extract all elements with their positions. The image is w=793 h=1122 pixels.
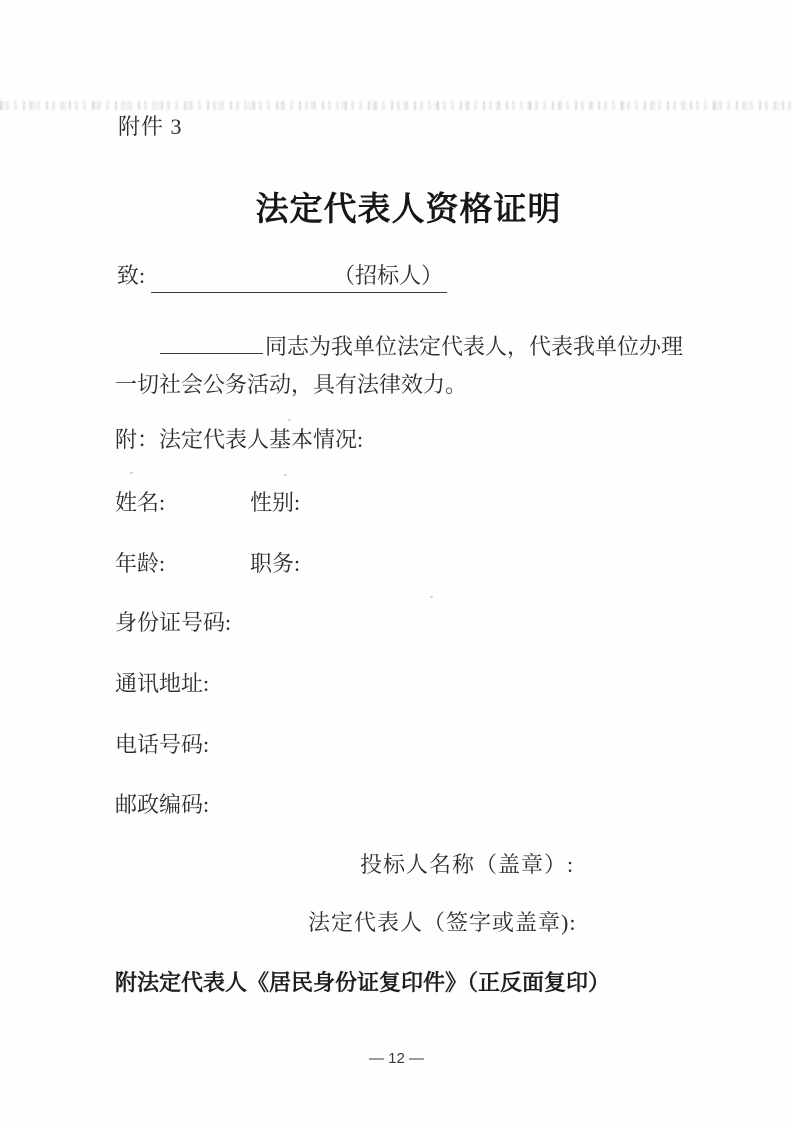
salutation-line [117,259,447,293]
attachment-label: 附件 3 [118,114,183,139]
field-label-position: 职务: [250,551,301,576]
document-title: 法定代表人资格证明 [255,192,562,228]
signature-bidder-label: 投标人名称（盖章）: [360,852,575,877]
scan-speck [284,474,287,476]
salutation-underline [151,259,447,293]
field-label-phone: 电话号码: [115,732,210,757]
field-label-id-number: 身份证号码: [115,610,232,635]
field-label-gender: 性别: [250,490,301,515]
name-blank [160,353,263,354]
footnote-id-copy-note: 附法定代表人《居民身份证复印件》（正反面复印） [115,970,611,995]
body-paragraph-line2: 一切社会公务活动，具有法律效力。 [115,372,468,397]
field-label-address: 通讯地址: [115,671,210,696]
recipient-label: （招标人） [333,263,444,288]
scan-speck [288,419,291,421]
field-label-name: 姓名: [115,490,166,515]
paragraph-text-1: 同志为我单位法定代表人，代表我单位办理 [265,334,684,359]
scan-speck [430,596,433,598]
basic-info-heading: 附：法定代表人基本情况: [115,427,364,452]
scan-speck [130,472,133,474]
salutation-prefix: 致: [117,263,146,288]
scan-noise-band [0,101,793,110]
field-label-postal-code: 邮政编码: [115,792,210,817]
page-number: — 12 — [368,1050,425,1067]
body-paragraph-line1 [115,330,683,361]
field-label-age: 年龄: [115,551,166,576]
signature-legal-representative-label: 法定代表人（签字或盖章): [308,910,577,935]
